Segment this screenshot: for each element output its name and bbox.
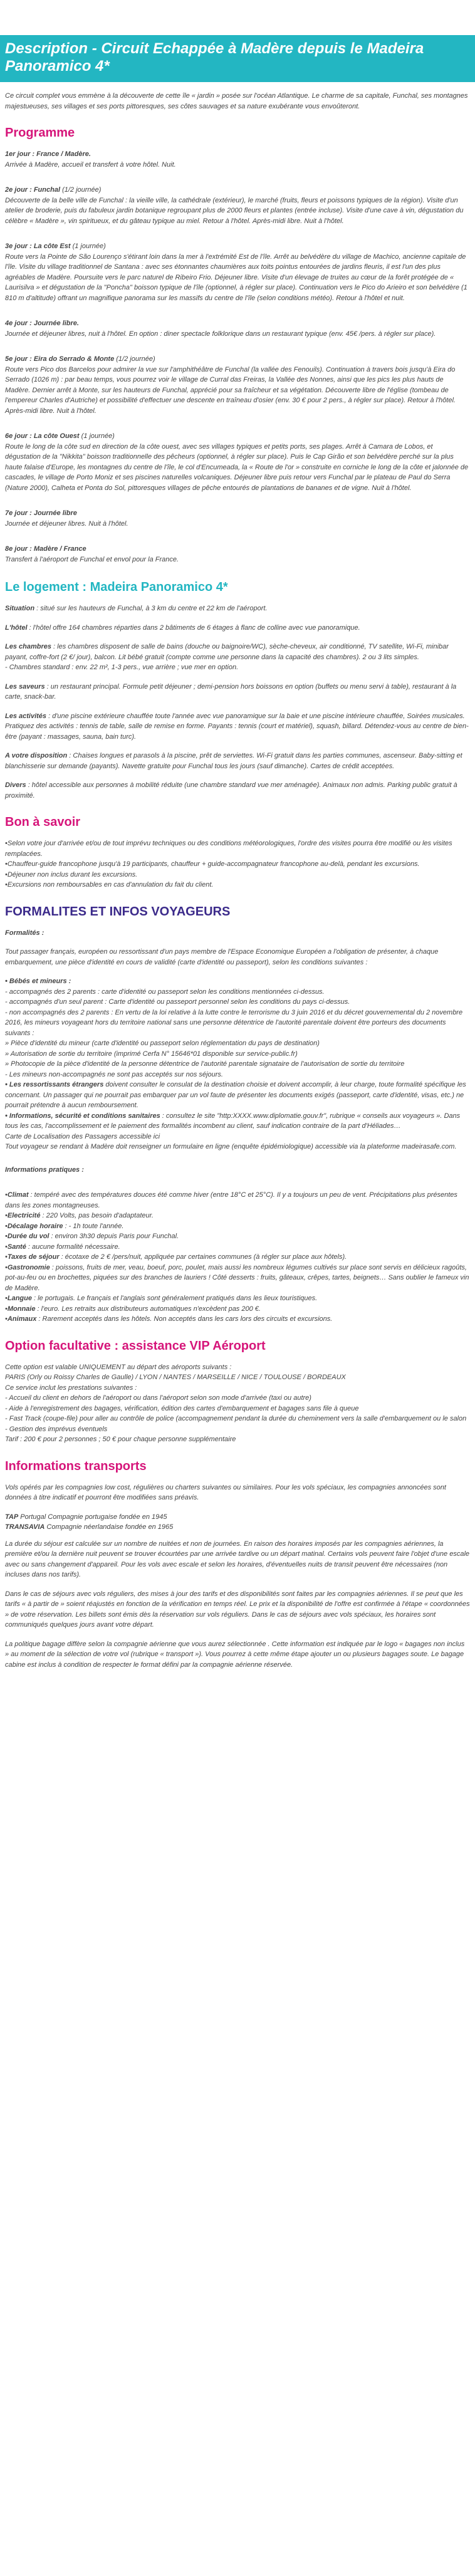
pratique-item <box>5 1221 470 1232</box>
day-title-text: 3e jour : La côte Est <box>5 242 71 251</box>
day-title <box>5 544 470 555</box>
sanitaires-para <box>5 1111 470 1132</box>
option-line: PARIS (Orly ou Roissy Charles de Gaulle) / LYON / NANTES / MARSEILLE / NICE / TOULOUSE / BORDEAUX <box>5 1374 346 1382</box>
content <box>0 91 475 1670</box>
transports-para: Dans le cas de séjours avec vols réguliers, des mises à jour des tarifs et des disponibilités sont faites par les compagnies aériennes. Il se peut que les tarifs « à partir de » soient réajustés en fonction de la vérification en temps réel. Le prix et la disponibilité de l'offre est confirmée à l'étape « coordonnées » de votre réservation. Les billets sont émis dès la réservation sur vols réguliers. Dans le cas de séjours avec vols spéciaux, les horaires sont communiqués quelques jours avant votre départ. <box>5 1590 470 1629</box>
formalites-extra <box>5 1132 470 1152</box>
logement-label: A votre disposition <box>5 752 68 760</box>
transports-paras <box>5 1539 470 1671</box>
option-line: - Aide à l'enregistrement des bagages, vérification, édition des cartes d'embarquement et bagages sans file à queue <box>5 1404 359 1412</box>
company-name: TRANSAVIA <box>5 1523 45 1531</box>
pratique-label: Langue <box>7 1295 32 1303</box>
pratique-text: : poissons, fruits de mer, veau, boeuf, porc, poulet, mais aussi les nombreux légumes cultivés sur place sont servis en délicieux ragoûts, pot-au-feu ou en brochettes, piquées sur des branches de lauriers ! Côté desserts : fruits, gâteaux, crêpes, tartes, beignets… Sans oublier le fameux vin de Madère. <box>5 1263 469 1292</box>
etrangers-para <box>5 1080 470 1111</box>
logement-para <box>5 642 470 673</box>
company-desc: Portugal Compagnie portugaise fondée en 1945 <box>18 1513 167 1521</box>
sanitaires-label: • Informations, sécurité et conditions sanitaires <box>5 1112 160 1120</box>
pratique-item <box>5 1211 470 1221</box>
pratique-label: Durée du vol <box>7 1233 50 1241</box>
day-description: Transfert à l'aéroport de Funchal et envol pour la France. <box>5 555 179 563</box>
day-item <box>5 354 470 416</box>
day-description: Journée et déjeuner libres, nuit à l'hôtel. En option : diner spectacle folklorique dans un restaurant typique (env. 45€ /pers. à régler sur place). <box>5 330 436 338</box>
day-title-text: 1er jour : France / Madère. <box>5 150 91 159</box>
pratique-label: Monnaie <box>7 1305 36 1313</box>
day-item <box>5 149 470 170</box>
logement-label: L'hôtel <box>5 623 28 632</box>
pratiques-list <box>5 1190 470 1325</box>
logement-text <box>5 712 469 741</box>
mineurs-line: - non accompagnés des 2 parents : En vertu de la loi relative à la lutte contre le terrorisme du 3 juin 2016 et du décret gouvernemental du 2 novembre 2016, les mineurs voyageant hors du territoire national sans une personne détentrice de l'autorité parentale doivent être porteurs des documents suivants : <box>5 1008 463 1037</box>
company-desc: Compagnie néerlandaise fondée en 1965 <box>44 1523 174 1531</box>
option-line: - Fast Track (coupe-file) pour aller au contrôle de police (accompagnement pendant la durée du cheminement vers la salle d'embarquement ou le salon <box>5 1415 467 1423</box>
mineurs-line: » Autorisation de sortie du territoire (imprimé Cerfa N° 15646*01 disponible sur service-public.fr) <box>5 1050 298 1058</box>
logement-label: Divers <box>5 781 26 790</box>
day-title <box>5 149 470 160</box>
day-description: Journée et déjeuner libres. Nuit à l'hôtel. <box>5 519 128 528</box>
company-line <box>5 1522 470 1533</box>
pratique-item <box>5 1252 470 1263</box>
option-line: - Accueil du client en dehors de l'aéroport ou dans l'aéroport selon son mode d'arrivée (taxi ou autre) <box>5 1394 311 1402</box>
option-line: Cette option est valable UNIQUEMENT au départ des aéroports suivants : <box>5 1363 232 1371</box>
mineurs-label: • Bébés et mineurs : <box>5 978 71 986</box>
transports-para: La durée du séjour est calculée sur un nombre de nuitées et non de journées. En raison des horaires imposés par les compagnies aériennes, la première et/ou la dernière nuit peuvent se trouver écourtées par une arrivée tardive ou un départ matinal. Certains vols peuvent faire l'objet d'une escale avec ou sans changement d'appareil. Pour les vols avec escale et selon les horaires, d'éventuelles nuits de transit peuvent être nécessaires (non incluses dans nos tarifs). <box>5 1540 470 1579</box>
logement-line: : un restaurant principal. Formule petit déjeuner ; demi-pension hors boissons en option (buffets ou menu servi à table), restaurant à la carte, snack-bar. <box>5 682 457 701</box>
sanitaires-text: : consultez le site "http:XXXX.www.diplomatie.gouv.fr", rubrique « conseils aux voyageurs ». Dans tous les cas, l'accomplissement et le paiement des formalités incombent au client, sauf indication contraire de la part d'Héliades… <box>5 1112 461 1130</box>
bon-a-savoir-item: • Excursions non remboursables en cas d'annulation du fait du client. <box>5 880 470 890</box>
pratique-item <box>5 1304 470 1315</box>
day-description: Route vers la Pointe de São Lourenço s'étirant loin dans la mer à l'extrémité Est de l'île. Arrêt au belvédère du village de Machico, ancienne capitale de l'île. Visite du village traditionnel de Santana : avec ses étonnantes chaumières aux toits pointus entourées de jardins fleuris, il est l'un des plus agréables de Madère. Poursuite vers le parc naturel de Ribeiro Frio. Déjeuner libre. Visite d'un élevage de truites au cœur de la forêt protégée de « Laurisilva » et dégustation de la "Poncha" boisson typique de l'île (optionnel, à régler sur place). Continuation vers le Pico do Arieiro et son belvédère (1 810 m d'altitude) offrant un magnifique panorama sur les massifs du centre de l'île (selon conditions météo). Retour à l'hôtel et nuit. <box>5 253 467 302</box>
day-title-text: 8e jour : Madère / France <box>5 545 86 553</box>
formalites-extra-line: Carte de Localisation des Passagers accessible ici <box>5 1132 160 1140</box>
day-description: Arrivée à Madère, accueil et transfert à votre hôtel. Nuit. <box>5 160 176 169</box>
logement-line: Pratiquez des activités : tennis de table, salle de remise en forme. Payants : tennis (court et matériel), squash, billard. Détendez-vous au centre de bien-être (payant : massages, sauna, bain turc). <box>5 722 469 741</box>
transports-heading: Informations transports <box>5 1459 147 1473</box>
programme-days <box>5 149 470 565</box>
logement-para <box>5 780 470 801</box>
intro-text: Ce circuit complet vous emmène à la découverte de cette île « jardin » posée sur l'océan Atlantique. Le charme de sa capitale, Funchal, ses montagnes majestueuses, ses villages et ses ports pittoresques, ses côtes sauvages et sa nature exubérante vous envoûteront. <box>5 92 468 110</box>
transports-para: La politique bagage diffère selon la compagnie aérienne que vous aurez sélectionnée . Cette information est indiquée par le logo « bagages non inclus » au moment de la sélection de votre vol (rubrique « transport »). Vous pourrez à cette même étape ajouter un ou plusieurs bagages soute. Le bagage cabine est inclus à condition de respecter le format défini par la compagnie aérienne réservée. <box>5 1640 465 1669</box>
day-item <box>5 544 470 565</box>
day-title-text: 5e jour : Eira do Serrado & Monte <box>5 355 115 363</box>
logement-heading: Le logement : Madeira Panoramico 4* <box>5 580 228 595</box>
pratique-item <box>5 1314 470 1325</box>
logement-text <box>5 752 462 770</box>
bon-a-savoir-item: • Selon votre jour d'arrivée et/ou de tout imprévu techniques ou des conditions météorologiques, l'ordre des visites pourra être modifié ou les visites remplacées. <box>5 838 470 859</box>
pratique-text: : le portugais. Le français et l'anglais sont généralement pratiqués dans les lieux touristiques. <box>31 1295 318 1303</box>
page-title: Description - Circuit Echappée à Madère depuis le Madeira Panoramico 4* <box>0 35 475 82</box>
day-description: Route le long de la côte sud en direction de la côte ouest, avec ses villages typiques et petits ports, ses plages. Arrêt à Camara de Lobos, et dégustation de la "Nikkita" boisson traditionnelle des pêcheurs (optionnel, à régler sur place). Puis le Cap Girão et son belvédère perché sur la plus haute falaise d'Europe, les montagnes du centre de l'île, le col d'Encumeada, la « Route de l'or » construite en corniche le long de la côte et jalonnée de cascades, le village de Porto Moniz et ses piscines naturelles volcaniques. Déjeuner libre puis retour vers Funchal par le plateau de Paul do Serra (Nature 2000), Calheta et Ponta do Sol, pittoresques villages de pêche entourés de plantations de bananes et de vigne. Nuit à l'hôtel. <box>5 442 469 492</box>
logement-label: Les chambres <box>5 643 51 651</box>
bon-a-savoir-item: • Déjeuner non inclus durant les excursions. <box>5 870 470 880</box>
pratique-text: : aucune formalité nécessaire. <box>26 1243 120 1251</box>
transports-intro: Vols opérés par les compagnies low cost, régulières ou charters suivantes ou similaires. Pour les vols spéciaux, les compagnies annoncées sont données à titre indicatif et pourront être modifiées sans préavis. <box>5 1483 446 1502</box>
pratique-label: Décalage horaire <box>7 1222 63 1230</box>
logement-section <box>5 603 470 801</box>
logement-text <box>5 683 456 701</box>
day-item <box>5 185 470 226</box>
pratique-text: : environ 3h30 depuis Paris pour Funchal. <box>49 1233 179 1241</box>
formalites-extra-line: Tout voyageur se rendant à Madère doit renseigner un formulaire en ligne (enquête épidémiologique) accessible via la plateforme madeirasafe.com. <box>5 1143 457 1151</box>
logement-line: : d'une piscine extérieure chauffée toute l'année avec vue panoramique sur la baie et une piscine intérieure chauffée, Soirées musicales. <box>46 712 465 720</box>
day-title <box>5 185 470 196</box>
pratique-item <box>5 1263 470 1294</box>
day-item <box>5 508 470 529</box>
logement-line: : hôtel accessible aux personnes à mobilité réduite (une chambre standard vue mer aménagée). Animaux non admis. Parking public gratuit à proximité. <box>5 781 457 800</box>
pratique-text: : - 1h toute l'année. <box>63 1222 124 1230</box>
day-duration: (1/2 journée) <box>60 186 102 194</box>
day-title-text: 4e jour : Journée libre. <box>5 320 79 328</box>
pratique-text: : tempéré avec des températures douces été comme hiver (entre 18°C et 25°C). Il y a toujours un peu de vent. Précipitations plus présentes dans les zones montagneuses. <box>5 1191 457 1209</box>
day-duration: (1/2 journée) <box>114 355 155 363</box>
day-title <box>5 318 470 329</box>
pratique-text: : écotaxe de 2 € /pers/nuit, appliquée par certaines communes (à régler sur place aux hôtels). <box>59 1253 347 1261</box>
day-description: Découverte de la belle ville de Funchal : la vieille ville, la cathédrale (extérieur), le marché (fruits, fleurs et poissons typiques de la région). Visite d'un atelier de broderie, puis du fabuleux jardin botanique regroupant plus de 2000 fleurs et plantes (entrée incluse). Visite d'une cave à vin, dégustation du célèbre « Madère », vin spiritueux, et du gâteau typique au miel. Retour à l'hôtel. Après-midi libre. Nuit à l'hôtel. <box>5 196 464 225</box>
day-title-text: 7e jour : Journée libre <box>5 509 77 518</box>
day-item <box>5 318 470 339</box>
etrangers-text: doivent consulter le consulat de la destination choisie et doivent accomplir, à leur charge, toute formalité spécifique les concernant. Un passager qui ne pourrait pas embarquer par un vol faute de présenter les documents exigés (passeport, carte d'identité, visas, etc.) ne pourrait prétendre à aucun remboursement. <box>5 1081 466 1110</box>
logement-para <box>5 623 470 634</box>
pratique-item <box>5 1231 470 1242</box>
mineurs-line: - accompagnés des 2 parents : carte d'identité ou passeport selon les conditions mentionnées ci-dessus. <box>5 988 325 996</box>
logement-text <box>34 605 267 612</box>
option-line: - Gestion des imprévus éventuels <box>5 1425 108 1433</box>
page <box>0 35 475 1670</box>
pratique-label: Taxes de séjour <box>7 1253 60 1261</box>
pratique-label: Climat <box>7 1191 29 1199</box>
logement-text <box>5 781 457 800</box>
logement-label: Situation <box>5 605 35 613</box>
day-title-text: 2e jour : Funchal <box>5 186 61 194</box>
formalites-intro: Tout passager français, européen ou ressortissant d'un pays membre de l'Espace Economique Européen a l'obligation de présenter, à chaque embarquement, une pièce d'identité en cours de validité (carte d'identité ou passeport), selon les conditions suivantes : <box>5 948 439 966</box>
day-description: Route vers Pico dos Barcelos pour admirer la vue sur l'amphithéâtre de Funchal (la vallée des Fenouils). Continuation à travers bois jusqu'à Eira do Serrado (1026 m) : par beau temps, vous pourrez voir le village de Curral das Freiras, la Vallée des Nonnes, ainsi que les pics les plus hauts de Madère. Dernier arrêt à Monte, sur les hauteurs de Funchal, apprécié pour sa fraîcheur et sa végétation. Découverte libre de l'église (tombeau de l'empereur Charles d'Autriche) et possibilité d'effectuer une descente en traîneau d'osier (env. 30 € pour 2 pers., à régler sur place). Retour à l'hôtel. Après-midi libre. Nuit à l'hôtel. <box>5 365 456 415</box>
company-line <box>5 1512 470 1523</box>
option-heading: Option facultative : assistance VIP Aéroport <box>5 1338 266 1353</box>
mineurs-line: » Pièce d'identité du mineur (carte d'identité ou passeport selon réglementation du pays de destination) <box>5 1040 320 1048</box>
day-duration: (1 journée) <box>79 432 115 441</box>
transports-body <box>5 1483 470 1671</box>
option-line: Tarif : 200 € pour 2 personnes ; 50 € pour chaque personne supplémentaire <box>5 1436 236 1444</box>
day-duration: (1 journée) <box>70 242 106 251</box>
pratique-label: Animaux <box>7 1315 37 1323</box>
logement-line: - Chambres standard : env. 22 m², 1-3 pers., vue arrière ; vue mer en option. <box>5 664 239 672</box>
pratique-label: Gastronomie <box>7 1263 50 1271</box>
logement-para <box>5 603 470 614</box>
day-title <box>5 241 470 252</box>
etrangers-label: • Les ressortissants étrangers <box>5 1081 104 1089</box>
logement-line: : l'hôtel offre 164 chambres réparties dans 2 bâtiments de 6 étages à flanc de colline avec vue panoramique. <box>27 623 360 632</box>
day-title <box>5 354 470 365</box>
logement-label: Les activités <box>5 712 47 720</box>
pratique-text: : 220 Volts, pas besoin d'adaptateur. <box>40 1212 154 1220</box>
companies-list <box>5 1512 470 1533</box>
formalites-heading: FORMALITES ET INFOS VOYAGEURS <box>5 904 231 919</box>
option-body <box>5 1362 470 1445</box>
programme-heading: Programme <box>5 126 75 140</box>
logement-para <box>5 682 470 702</box>
pratiques-label: Informations pratiques : <box>5 1165 84 1174</box>
pratique-item <box>5 1242 470 1253</box>
logement-label: Les saveurs <box>5 682 45 691</box>
formalites-body <box>5 947 470 1325</box>
day-title-text: 6e jour : La côte Ouest <box>5 432 80 441</box>
bon-a-savoir-item: • Chauffeur-guide francophone jusqu'à 19 participants, chauffeur + guide-accompagnateur francophone au-delà, pendant les excursions. <box>5 859 470 870</box>
option-line: Ce service inclut les prestations suivantes : <box>5 1384 137 1392</box>
logement-text <box>28 624 360 632</box>
logement-line: : Chaises longues et parasols à la piscine, prêt de serviettes. Wi-Fi gratuit dans les parties communes, ascenseur. Baby-sitting et blanchisserie sur demande (payants). Navette gratuite pour Funchal tous les jours (sauf dimanche). Cartes de crédit acceptées. <box>5 752 462 770</box>
pratique-text: : Rarement acceptés dans les hôtels. Non acceptés dans les cars lors des circuits et excursions. <box>36 1315 333 1323</box>
logement-para <box>5 711 470 743</box>
day-item <box>5 431 470 493</box>
logement-text <box>5 643 449 671</box>
company-name: TAP <box>5 1513 19 1521</box>
logement-para <box>5 751 470 771</box>
day-title <box>5 431 470 442</box>
bon-a-savoir-list <box>5 838 470 890</box>
day-item <box>5 241 470 303</box>
pratique-label: Santé <box>7 1243 26 1251</box>
mineurs-list <box>5 987 470 1080</box>
bon-a-savoir-heading: Bon à savoir <box>5 815 81 830</box>
logement-line: : les chambres disposent de salle de bains (douche ou baignoire/WC), sèche-cheveux, air conditionné, TV satellite, Wi-Fi, minibar payant, coffre-fort (2 €/ jour), balcon. Lit bébé gratuit (compte comme une personne dans la capacité des chambres). 2 ou 3 lits simples. <box>5 643 449 661</box>
day-title <box>5 508 470 519</box>
logement-line: : situé sur les hauteurs de Funchal, à 3 km du centre et 22 km de l'aéroport. <box>34 605 268 613</box>
mineurs-line: - Les mineurs non-accompagnés ne sont pas acceptés sur nos séjours. <box>5 1070 223 1078</box>
pratique-label: Electricité <box>7 1212 41 1220</box>
mineurs-line: - accompagnés d'un seul parent : Carte d'identité ou passeport personnel selon les conditions du pays ci-dessus. <box>5 998 350 1006</box>
mineurs-line: » Photocopie de la pièce d'identité de la personne détentrice de l'autorité parentale signataire de l'autorisation de sortie du territoire <box>5 1060 405 1068</box>
pratique-text: : l'euro. Les retraits aux distributeurs automatiques n'excèdent pas 200 €. <box>35 1305 261 1313</box>
formalites-subheading: Formalités : <box>5 929 44 937</box>
pratique-item <box>5 1190 470 1211</box>
pratique-item <box>5 1293 470 1304</box>
